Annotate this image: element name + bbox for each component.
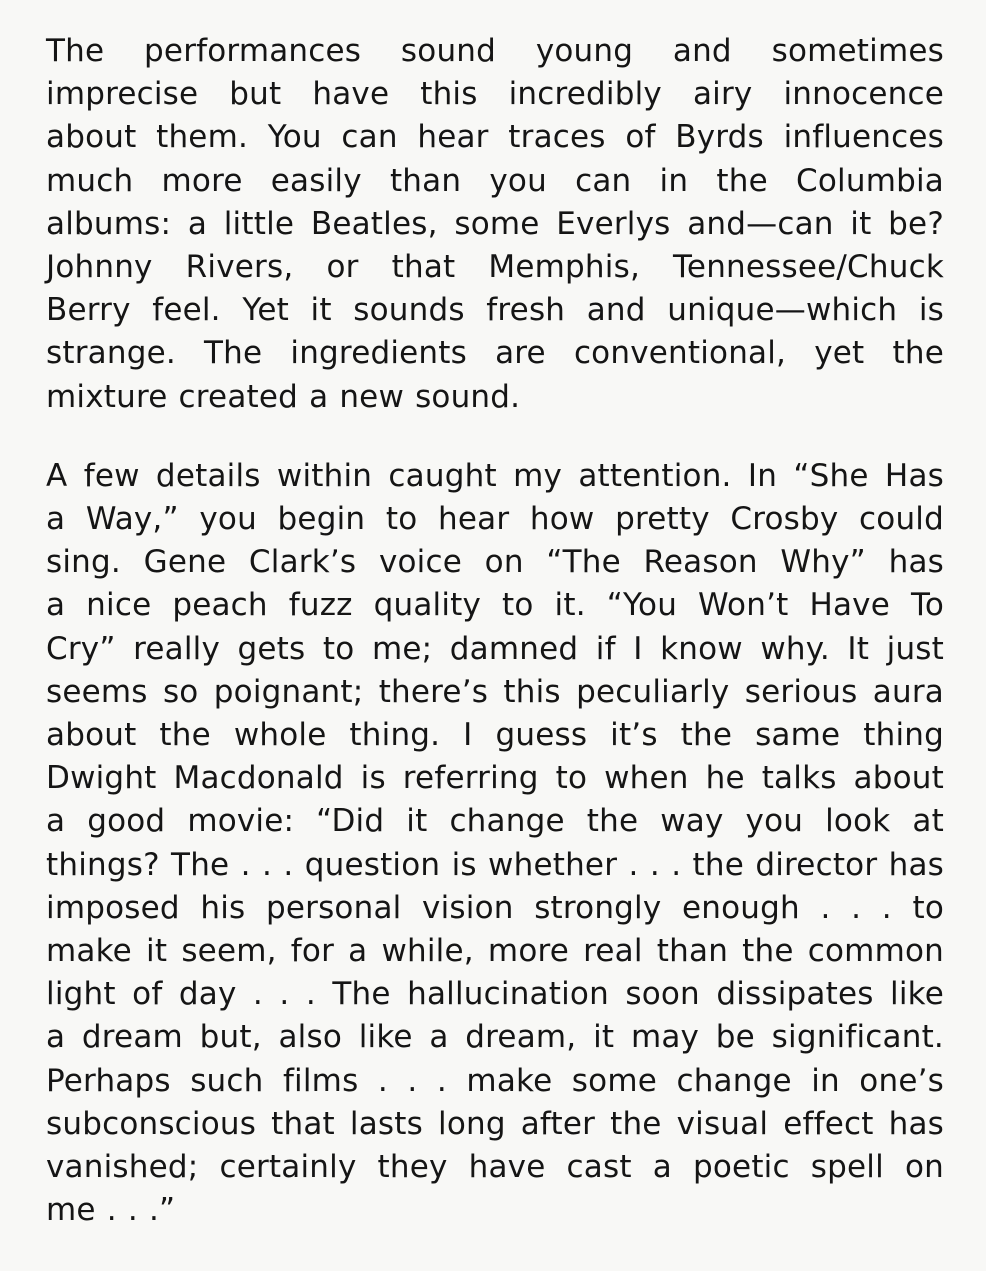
text-line: me . . .”: [46, 1192, 176, 1229]
text-line: about them. You can hear traces of Byrds influences: [46, 119, 944, 156]
text-line: a Way,” you begin to hear how pretty Crosby could: [46, 501, 944, 538]
text-line: light of day . . . The hallucination soon dissipates like: [46, 976, 944, 1013]
text-line: The performances sound young and sometimes: [46, 33, 944, 69]
text-line: seems so poignant; there’s this peculiarly serious aura: [46, 673, 944, 710]
text-line: subconscious that lasts long after the visual effect has: [46, 1105, 944, 1142]
paragraph-1: [46, 30, 944, 419]
text-line: sing. Gene Clark’s voice on “The Reason Why” has: [46, 544, 944, 581]
text-line: Perhaps such films . . . make some change in one’s: [46, 1062, 944, 1099]
text-line: imposed his personal vision strongly enough . . . to: [46, 889, 944, 926]
text-line: a good movie: “Did it change the way you look at: [46, 803, 944, 840]
text-line: about the whole thing. I guess it’s the same thing: [46, 717, 944, 754]
text-line: a nice peach fuzz quality to it. “You Won’t Have To: [46, 587, 944, 624]
text-line: Cry” really gets to me; damned if I know why. It just: [46, 630, 944, 667]
text-line: much more easily than you can in the Columbia: [46, 162, 944, 199]
paragraph-2: [46, 455, 944, 1233]
paragraph-spacer: [46, 419, 944, 455]
text-line: Johnny Rivers, or that Memphis, Tennessee/Chuck: [46, 249, 944, 286]
text-line: make it seem, for a while, more real than the common: [46, 933, 944, 970]
text-line: things? The . . . question is whether . . . the director has: [46, 846, 944, 883]
text-line: mixture created a new sound.: [46, 378, 521, 415]
text-line: Berry feel. Yet it sounds fresh and unique—which is: [46, 292, 944, 329]
text-line: albums: a little Beatles, some Everlys and—can it be?: [46, 205, 944, 242]
text-line: Dwight Macdonald is referring to when he talks about: [46, 760, 944, 797]
text-line: a dream but, also like a dream, it may be significant.: [46, 1019, 944, 1056]
text-line: strange. The ingredients are conventional, yet the: [46, 335, 944, 372]
text-line: A few details within caught my attention. In “She Has: [46, 457, 944, 494]
text-line: imprecise but have this incredibly airy innocence: [46, 76, 944, 113]
text-line: vanished; certainly they have cast a poetic spell on: [46, 1149, 944, 1186]
